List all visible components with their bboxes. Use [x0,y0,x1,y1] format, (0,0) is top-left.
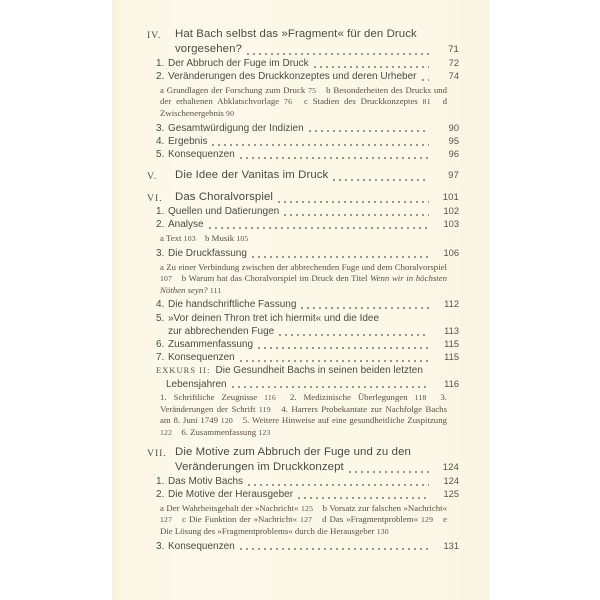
dot-leader [253,338,433,351]
toc-item-continuation [168,325,459,338]
exkurs-entry-continuation [166,378,459,391]
chapter-title [175,168,459,183]
item-number: 4. [156,135,165,147]
sub-entry-page-number: 116 [264,393,276,403]
item-number: 5. [156,149,165,161]
sub-entry: c Die Funktion der »Nachricht« 127 [182,514,313,525]
sub-entry-page-number: 105 [236,234,249,244]
dot-leader [243,475,433,488]
item-title: zur abbrechenden Fuge [168,325,275,337]
item-number: 7. [156,352,165,364]
sub-entry: c Stadien des Druckkonzeptes 81 [304,96,431,107]
sub-entry-page-number: 122 [160,427,173,437]
item-number: 1. [156,58,165,69]
sub-entry-page-number: 119 [258,404,271,414]
item-title: Veränderungen des Druckkonzeptes und deren Urheber [168,71,417,83]
exkurs-title: Die Gesundheit Bachs in seinen beiden letzten [215,365,423,377]
item-title: Die Motive der Herausgeber [168,489,294,501]
sub-entry: a Zu einer Verbindung zwischen der abbrechenden Fuge und dem Choralvorspiel 107 [160,261,447,284]
toc-item [156,247,459,260]
item-title: Konsequenzen [168,540,235,552]
page-number: 115 [444,352,459,363]
sub-entry: 5. Weitere Hinweise auf eine gesundheitliche Zuspitzung 122 [160,415,447,437]
sub-entry: b Warum hat das Choralvorspiel im Druck den Titel Wenn wir in höchsten Nöthen seyn? 111 [160,273,448,295]
sub-entries [160,262,447,296]
page-number: 125 [443,489,459,500]
sub-entries [160,85,447,119]
dot-leader [296,298,433,311]
chapter-title-line-1 [175,190,459,205]
item-title: Analyse [168,219,204,231]
dot-leader [304,122,433,135]
sub-entry-page-number: 127 [300,515,313,525]
toc-section-v [147,168,459,183]
page-number: 97 [448,170,459,182]
chapter-heading [147,27,459,57]
item-title: Die handschriftliche Fassung [168,299,297,311]
page-number: 124 [442,462,459,474]
toc-item [156,148,459,161]
sub-entry: 3. Veränderungen der Schrift 119 [160,392,447,414]
toc-item [156,338,459,351]
sub-entry-page-number: 76 [284,97,293,107]
item-title: Zusammenfassung [168,339,254,351]
sub-entry-page-number: 127 [160,515,173,525]
page-number: 74 [448,71,459,82]
toc-item [156,475,459,488]
sub-entry-page-number: 111 [209,285,222,295]
item-number: 6. [156,339,165,351]
page-number: 115 [444,339,459,350]
sub-entry-page-number: 125 [300,503,314,513]
chapter-title [175,190,459,205]
toc-item [156,122,459,135]
chapter-title-text: Hat Bach selbst das »Fragment« für den Druck [175,28,417,40]
sub-entry: a Text 103 [160,233,196,244]
sub-entry: 2. Medizinische Überlegungen 118 [289,392,427,403]
chapter-title-text: Die Motive zum Abbruch der Fuge und zu den [175,446,411,459]
page-number: 103 [443,219,459,230]
page-number: 116 [444,378,459,389]
sub-entry: a Grundlagen der Forschung zum Druck 75 [160,84,317,95]
page-number: 124 [443,476,459,487]
table-of-contents [147,27,459,553]
chapter-title-line-1 [175,445,459,460]
sub-entry-page-number: 120 [220,416,233,426]
sub-entry: b Musik 105 [205,233,249,244]
toc-item [156,57,459,70]
chapter-title-text: Die Idee der Vanitas im Druck [175,169,329,182]
item-title: »Vor deinen Thron tret ich hiermit« und die Idee [168,312,380,324]
chapter-title-line-2 [175,460,459,475]
sub-entry-page-number: 103 [183,234,196,244]
dot-leader [242,42,433,57]
sub-entry-page-number: 123 [258,427,271,437]
item-number: 5. [156,312,165,324]
exkurs-entry [156,364,459,377]
item-title: Der Abbruch der Fuge im Druck [168,58,309,69]
sub-entry: a Der Wahrheitsgehalt der »Nachricht« 125 [160,502,314,513]
page-number: 72 [448,58,459,68]
toc-section-vi [147,190,459,438]
dot-leader [309,57,433,70]
chapter-title-text: Das Choralvorspiel [175,191,274,204]
dot-leader [235,540,433,553]
chapter-title-line-1 [175,168,459,183]
toc-item [156,351,459,364]
sub-entry-page-number: 107 [160,274,173,284]
dot-leader [235,148,433,161]
item-number: 3. [156,540,165,552]
dot-leader [247,247,433,260]
sub-entry: d Das »Fragmentproblem« 129 [322,514,434,525]
page-number: 101 [442,192,459,204]
item-title: Konsequenzen [168,352,235,364]
dot-leader [279,205,433,218]
exkurs-title: Lebensjahren [166,378,227,390]
item-number: 3. [156,248,165,260]
toc-item [156,298,459,311]
chapter-title [175,445,459,475]
dot-leader [235,351,433,364]
sub-entry-page-number: 75 [308,85,317,95]
sub-entry: 4. Harrers Probekantate zur Nachfolge Bachs am 8. Juni 1749 120 [160,403,447,426]
toc-section-iv [147,27,459,161]
item-number: 1. [156,476,165,488]
dot-leader [417,70,434,83]
page-number: 131 [443,540,459,551]
dot-leader [274,325,433,338]
chapter-numeral: V. [147,171,158,183]
page-number: 96 [448,149,459,160]
item-number: 3. [156,122,165,134]
dot-leader [328,168,433,183]
dot-leader [227,378,433,391]
dot-leader [204,218,433,231]
dot-leader [207,135,433,148]
sub-entry-page-number: 130 [376,526,389,536]
toc-item [156,70,459,83]
item-number: 4. [156,299,165,311]
chapter-title-text: vorgesehen? [175,43,242,55]
chapter-heading [147,445,459,475]
item-title: Quellen und Datierungen [168,206,280,218]
sub-entries [160,503,447,537]
item-title: Gesamtwürdigung der Indizien [168,122,304,134]
item-title: Das Motiv Bachs [168,476,244,488]
item-number: 2. [156,71,165,83]
item-title: Konsequenzen [168,149,235,161]
sub-entry-page-number: 129 [420,515,434,525]
sub-entry-page-number: 81 [422,97,431,107]
page-number: 95 [448,135,459,146]
page-number: 71 [448,44,459,55]
sub-entry: 1. Schriftliche Zeugnisse 116 [160,392,276,403]
dot-leader [344,460,433,475]
page-number: 106 [443,248,459,259]
dot-leader [273,190,433,205]
chapter-heading [147,168,459,183]
toc-item [156,312,459,325]
toc-item [156,218,459,231]
item-title: Die Druckfassung [168,248,247,260]
sub-entry-page-number: 90 [226,108,235,118]
sub-entry: d Zwischenergebnis 90 [160,96,448,118]
toc-item [156,540,459,553]
item-title: Ergebnis [168,135,208,147]
page-number: 113 [444,325,459,336]
toc-item [156,205,459,218]
sub-entry-page-number: 118 [414,393,427,403]
page-number: 90 [448,122,459,133]
item-number: 1. [156,206,165,218]
sub-entry: b Vorsatz zur falschen »Nachricht« 127 [160,502,448,525]
chapter-title [175,27,459,57]
chapter-numeral: VII. [147,448,167,460]
toc-section-vii [147,445,459,553]
page-number: 102 [443,206,459,217]
chapter-title-line-1 [175,27,459,42]
exkurs-label: EXKURS II: [156,365,211,375]
page-number: 112 [444,299,459,310]
chapter-numeral: IV. [147,30,162,41]
sub-entries [160,392,447,438]
toc-page [112,0,489,600]
sub-entries [160,233,447,244]
chapter-numeral: VI. [147,193,163,205]
chapter-title-line-2 [175,42,459,57]
sub-entry: b Besonderheiten des Drucks und der erhaltenen Abklatschvorlage 76 [160,84,448,107]
toc-item [156,488,459,501]
toc-item [156,135,459,148]
item-number: 2. [156,219,165,231]
chapter-heading [147,190,459,205]
sub-entry: 6. Zusammenfassung 123 [181,426,271,437]
sub-entry: e Die Lösung des »Fragmentproblems« durch die Herausgeber 130 [160,514,447,536]
item-number: 2. [156,489,165,501]
dot-leader [293,488,433,501]
chapter-title-text: Veränderungen im Druckkonzept [175,461,344,474]
